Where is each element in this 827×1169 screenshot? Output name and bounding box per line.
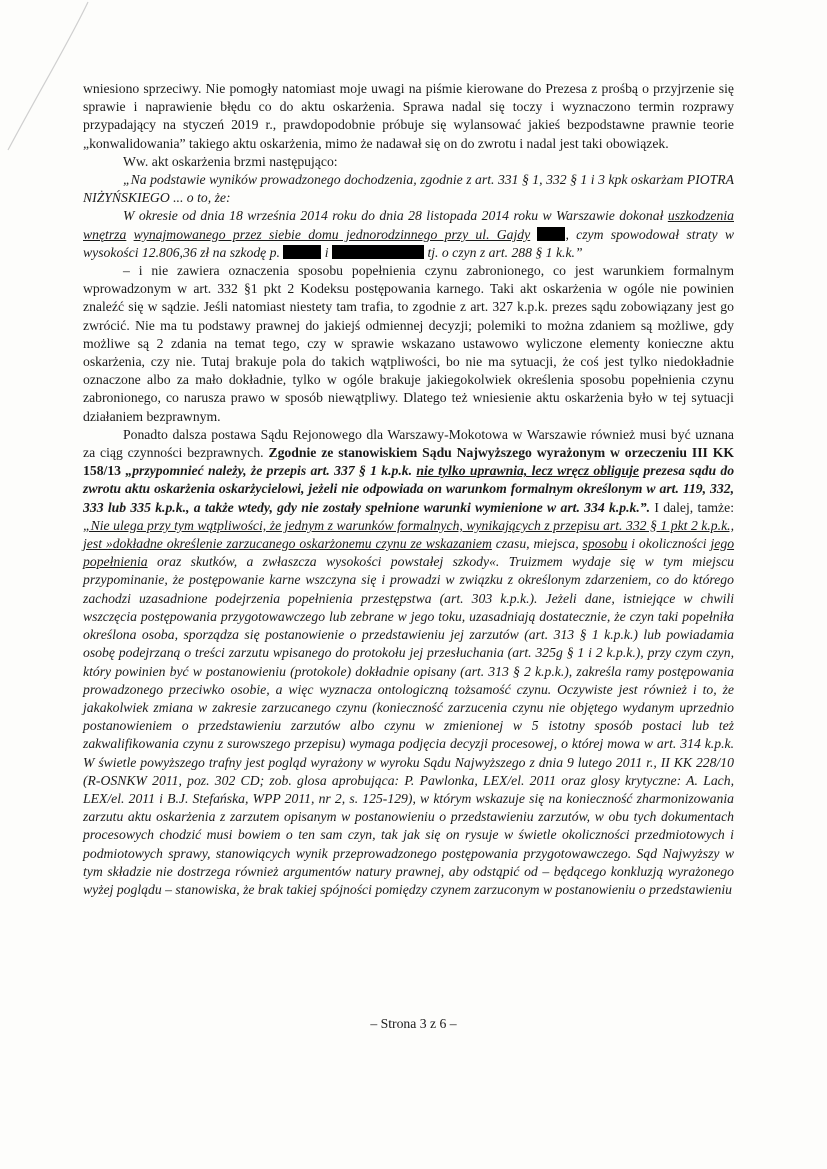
p4-text-k: jego popełnienia bbox=[83, 536, 735, 570]
redaction-box bbox=[283, 245, 321, 259]
indictment-quote bbox=[83, 171, 734, 262]
redaction-box bbox=[332, 245, 424, 259]
p4-text-i: sposobu bbox=[582, 536, 628, 552]
p4-text-h: czasu, miejsca, bbox=[495, 536, 579, 552]
paragraph-3: – i nie zawiera oznaczenia sposobu popełnienia czynu zabronionego, co jest warunkiem formalnym wprowadzonym w art. 332 §1 pkt 2 Kodeksu postępowania karnego. Taki akt oskarżenia w ogóle nie powinien znaleźć się w sądzie. Jeśli natomiast niestety tam trafia, to zgodnie z art. 327 k.p.k. prezes sądu zobowiązany jest go zwrócić. Nie ma tu podstawy prawnej do jakiejś odmiennej decyzji; polemiki to można zdaniem są możliwe, gdy możliwe są 2 zdania na temat tego, czy w sprawie wskazano ustawowo wyliczone elementy konieczne aktu oskarżenia, czy nie. Tutaj brakuje pola do takich wątpliwości, bo nie ma sytuacji, że coś jest tylko niedokładnie oznaczone albo za mało dokładnie, tylko w ogóle brakuje jakiegokolwiek określenia sposobu popełnienia czynu zabronionego, co narusza prawo w sposób niewątpliwy. Dlatego też wniesienie aktu oskarżenia było w tej sytuacji działaniem bezprawnym. bbox=[83, 263, 734, 424]
p4-text-e: prezesa sądu do zwrotu aktu oskarżenia oskarżycielowi, jeżeli nie odpowiada on warunkom formalnym określonym w art. 119, 332, 333 lub 335 k.p.k., a także wtedy, gdy nie zostały spełnione warunki wymienione w art. 334 k.p.k.”. bbox=[83, 463, 735, 515]
document-body bbox=[83, 80, 734, 899]
page-number: – Strona 3 z 6 – bbox=[370, 1016, 457, 1031]
p4-text-l: oraz skutków, a zwłaszcza wysokości powstałej szkody«. Truizmem wydaje się w tym miejscu przypominanie, że postępowanie karne wszczyna się i prowadzi w związku z określonym zdarzeniem, co do którego zachodzi uzasadnione podejrzenia popełnienia przestępstwa (art. 303 k.p.k.). Jeżeli dane, istniejące w chwili wszczęcia postępowania przygotowawczego lub zebrane w jego toku, uzasadniają dostatecznie, że czyn taki popełniła określona osoba, sporządza się postanowienie o przedstawieniu jej zarzutów (art. 313 § 1 k.p.k.) lub powiadamia osobę podejrzaną o treści zarzutu wpisanego do protokołu jej przesłuchania (art. 325g § 1 i 2 k.p.k.), przy czym czyn, który powinien być w postanowieniu (protokole) dokładnie opisany (art. 313 § 2 k.p.k.), zakreśla ramy postępowania prowadzonego przeciwko osobie, a więc wyznacza ontologiczną tożsamość czynu. Oczywiste jest również i to, że jakakolwiek zmiana w zakresie zarzucanego czynu (konieczność zarzucenia czynu nie objętego wydanym uprzednio postanowieniem o przedstawieniu zarzutów albo czynu w zmienionej w 5 istotny sposób postaci lub też zakwalifikowania czynu z surowszego przepisu) wymaga podjęcia decyzji procesowej, o której mowa w art. 314 k.p.k. W świetle powyższego trafny jest pogląd wyrażony w wyroku Sądu Najwyższego z dnia 9 lutego 2011 r., II KK 228/10 (R-OSNKW 2011, poz. 302 CD; zob. glosa aprobująca: P. Pawlonka, LEX/el. 2011 oraz glosy krytyczne: A. Lach, LEX/el. 2011 i B.J. Stefańska, WPP 2011, nr 2, s. 125-129), w którym wskazuje się na konieczność zharmonizowania zarzutu aktu oskarżenia z zarzutem opisanym w postanowieniu o przedstawieniu zarzutów, w obu tych dokumentach procesowych chodzić musi bowiem o ten sam czyn, tak jak się on rysuje w świetle okoliczności przedmiotowych i podmiotowych sprawy, stanowiących wynik przeprowadzonego postępowania przygotowawczego. Sąd Najwyższy w tym składzie nie dostrzega również argumentów natury prawnej, aby odstąpić od – będącego konkluzją wyrażonego wyżej poglądu – stanowiska, że brak takiej spójności pomiędzy czynem zarzuconym w postanowieniu o przedstawieniu bbox=[83, 554, 735, 897]
redaction-box bbox=[537, 227, 565, 241]
quote-text-d: , czym spowodował straty w wysokości 12.806,36 zł na szkodę p. bbox=[83, 226, 734, 260]
p4-text-c: „przypomnieć należy, że przepis art. 337 § 1 k.p.k. bbox=[125, 463, 413, 479]
quote-line-1: „Na podstawie wyników prowadzonego dochodzenia, zgodnie z art. 331 § 1, 332 § 1 i 3 kpk oskarżam PIOTRA NIŻYŃSKIEGO ... o to, że: bbox=[83, 172, 734, 206]
p4-text-g: „Nie ulega przy tym wątpliwości, że jednym z warunków formalnych, wynikających z przepisu art. 332 § 1 pkt 2 k.p.k., jest »dokładne określenie zarzucanego oskarżonemu czynu ze wskazaniem bbox=[83, 517, 734, 552]
p4-text-f: I dalej, tamże: bbox=[654, 499, 735, 515]
p4-text-j: i okoliczności bbox=[631, 536, 707, 552]
quote-text-b: uszkodzenia wnętrza bbox=[83, 208, 734, 242]
p4-text-d: nie tylko uprawnia, lecz wręcz obliguje bbox=[416, 463, 639, 479]
quote-line-2 bbox=[83, 207, 734, 262]
p4-text-b: Zgodnie ze stanowiskiem Sądu Najwyższego wyrażonym w orzeczeniu III KK 158/13 bbox=[83, 445, 734, 479]
p4-text-a: Ponadto dalsza postawa Sądu Rejonowego dla Warszawy-Mokotowa w Warszawie również musi być uznana za ciąg czynności bezprawnych. bbox=[83, 426, 734, 461]
paragraph-1: wniesiono sprzeciwy. Nie pomogły natomiast moje uwagi na piśmie kierowane do Prezesa z prośbą o przyjrzenie się sprawie i naprawienie błędu co do aktu oskarżenia. Sprawa nadal się toczy i wyznaczono termin rozprawy przypadający na styczeń 2019 r., prawdopodobnie próbuje się wylansować jakieś bezpodstawne prawnie teorie „konwalidowania” takiego aktu oskarżenia, mimo że nadawał się on do zwrotu i nadal jest taki obowiązek. bbox=[83, 81, 734, 151]
quote-text-c: wynajmowanego przez siebie domu jednorodzinnego przy ul. Gajdy bbox=[133, 226, 531, 242]
quote-text-f: tj. o czyn z art. 288 § 1 k.k.” bbox=[427, 244, 583, 260]
paragraph-2: Ww. akt oskarżenia brzmi następująco: bbox=[123, 153, 338, 169]
quote-text-e: i bbox=[324, 244, 329, 260]
quote-text-a: W okresie od dnia 18 września 2014 roku do dnia 28 listopada 2014 roku w Warszawie dokonał bbox=[123, 208, 664, 224]
paragraph-4 bbox=[83, 426, 734, 899]
